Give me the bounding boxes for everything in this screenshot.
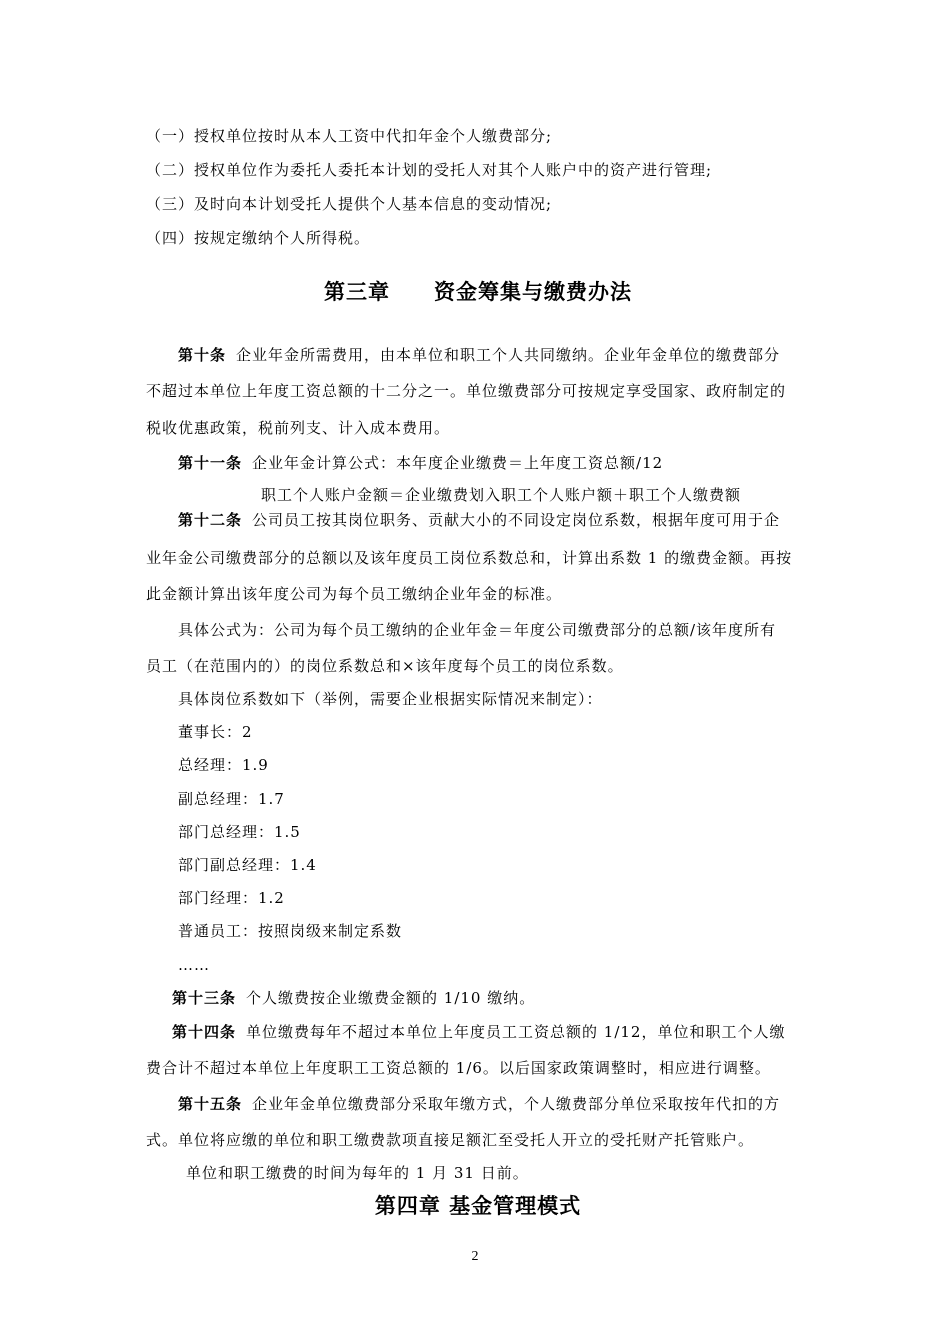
- article-10-line-2: 不超过本单位上年度工资总额的十二分之一。单位缴费部分可按规定享受国家、政府制定的: [146, 382, 787, 400]
- article-10-label: 第十条: [178, 346, 227, 364]
- formula-line-3: 具体岗位系数如下（举例，需要企业根据实际情况来制定）：: [178, 690, 603, 708]
- coefficient-item: 部门副总经理：1.4: [178, 856, 317, 874]
- article-14-text-1: 单位缴费每年不超过本单位上年度员工工资总额的 1/12，单位和职工个人缴: [246, 1023, 786, 1041]
- article-12-text-1: 公司员工按其岗位职务、贡献大小的不同设定岗位系数，根据年度可用于企: [252, 511, 781, 529]
- article-14-line-1: [172, 1022, 836, 1042]
- article-11-line-2: 职工个人账户金额＝企业缴费划入职工个人账户额＋职工个人缴费额: [261, 486, 742, 504]
- article-13-text-1: 个人缴费按企业缴费金额的 1/10 缴纳。: [246, 989, 536, 1007]
- article-15-line-1: [178, 1094, 842, 1114]
- article-10-line-3: 税收优惠政策，税前列支、计入成本费用。: [146, 419, 451, 437]
- article-14-line-2: 费合计不超过本单位上年度职工工资总额的 1/6。以后国家政策调整时，相应进行调整。: [146, 1059, 771, 1077]
- item-1: （一）授权单位按时从本人工资中代扣年金个人缴费部分;: [146, 127, 553, 145]
- chapter-4-title: 第四章 基金管理模式: [374, 1194, 582, 1218]
- article-12-line-1: [178, 510, 842, 530]
- article-11-line-1: [178, 453, 842, 473]
- article-15-line-2: 式。单位将应缴的单位和职工缴费款项直接足额汇至受托人开立的受托财产托管账户。: [146, 1131, 755, 1149]
- coefficient-item: 总经理：1.9: [178, 756, 269, 774]
- coefficient-item: 副总经理：1.7: [178, 790, 285, 808]
- article-15-line-3: 单位和职工缴费的时间为每年的 1 月 31 日前。: [186, 1164, 529, 1182]
- coefficient-item: 部门经理：1.2: [178, 889, 285, 907]
- article-13-label: 第十三条: [172, 989, 237, 1007]
- chapter-3-title: 第三章 资金筹集与缴费办法: [324, 280, 632, 304]
- article-12-line-2: 业年金公司缴费部分的总额以及该年度员工岗位系数总和，计算出系数 1 的缴费金额。再按: [146, 549, 793, 567]
- article-10-text-1: 企业年金所需费用，由本单位和职工个人共同缴纳。企业年金单位的缴费部分: [236, 346, 781, 364]
- item-2: （二）授权单位作为委托人委托本计划的受托人对其个人账户中的资产进行管理;: [146, 161, 713, 179]
- article-12-label: 第十二条: [178, 511, 243, 529]
- article-11-text-1: 企业年金计算公式：本年度企业缴费＝上年度工资总额/12: [252, 454, 664, 472]
- article-12-line-3: 此金额计算出该年度公司为每个员工缴纳企业年金的标准。: [146, 585, 563, 603]
- formula-line-1: 具体公式为：公司为每个员工缴纳的企业年金＝年度公司缴费部分的总额/该年度所有: [178, 621, 777, 639]
- article-13-line-1: [172, 988, 836, 1008]
- item-4: （四）按规定缴纳个人所得税。: [146, 229, 371, 247]
- article-15-label: 第十五条: [178, 1095, 243, 1113]
- article-15-text-1: 企业年金单位缴费部分采取年缴方式，个人缴费部分单位采取按年代扣的方: [252, 1095, 781, 1113]
- item-3: （三）及时向本计划受托人提供个人基本信息的变动情况;: [146, 195, 553, 213]
- coefficient-item: 普通员工：按照岗级来制定系数: [178, 922, 403, 940]
- coefficient-item: 董事长：2: [178, 723, 253, 741]
- article-10-line-1: [178, 345, 842, 365]
- coefficient-item: 部门总经理：1.5: [178, 823, 301, 841]
- article-11-label: 第十一条: [178, 454, 243, 472]
- page-number: 2: [471, 1249, 479, 1264]
- formula-line-2: 员工（在范围内的）的岗位系数总和×该年度每个员工的岗位系数。: [146, 657, 624, 675]
- article-14-label: 第十四条: [172, 1023, 237, 1041]
- coefficient-ellipsis: ……: [178, 956, 210, 974]
